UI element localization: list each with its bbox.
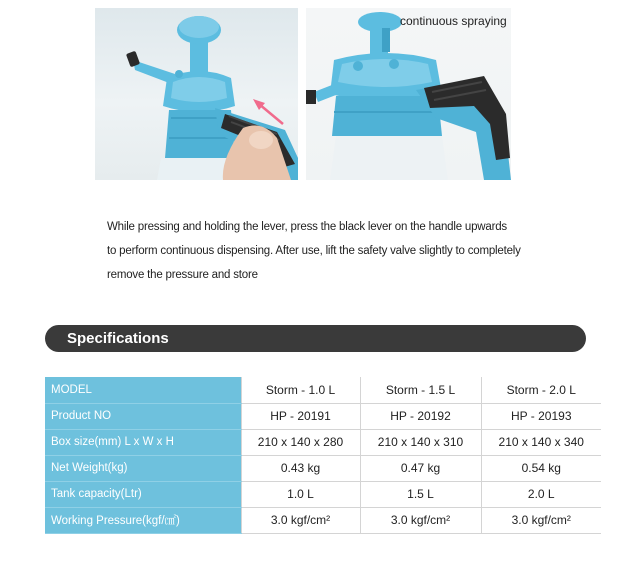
sprayer-press-illustration [95, 8, 298, 180]
cell-value: 0.54 kg [481, 455, 601, 481]
sprayer-continuous-spray-photo [306, 8, 511, 180]
cell-value: 210 x 140 x 340 [481, 429, 601, 455]
row-label: MODEL [45, 377, 241, 403]
specifications-table [45, 377, 601, 534]
photo-caption: continuous spraying [400, 14, 507, 28]
bottle-body [330, 136, 448, 180]
cell-value: 210 x 140 x 280 [241, 429, 360, 455]
row-label: Product NO [45, 403, 241, 429]
sprayer-continuous-illustration [306, 8, 511, 180]
table-row [45, 455, 601, 481]
row-label: Tank capacity(Ltr) [45, 481, 241, 507]
cell-value: Storm - 1.5 L [360, 377, 481, 403]
cell-value: 3.0 kgf/cm² [481, 507, 601, 533]
cell-value: 0.43 kg [241, 455, 360, 481]
row-label: Box size(mm) L x W x H [45, 429, 241, 455]
table-row [45, 481, 601, 507]
specifications-header [45, 325, 586, 352]
table-row [45, 429, 601, 455]
instruction-line: remove the pressure and store [107, 269, 258, 281]
cell-value: Storm - 1.0 L [241, 377, 360, 403]
cell-value: HP - 20191 [241, 403, 360, 429]
cell-value: 3.0 kgf/cm² [241, 507, 360, 533]
table-row [45, 403, 601, 429]
instruction-line: While pressing and holding the lever, press the black lever on the handle upwards [107, 221, 507, 233]
row-label: Working Pressure(kgf/㎠) [45, 507, 241, 533]
table-row [45, 377, 601, 403]
instruction-line: to perform continuous dispensing. After use, lift the safety valve slightly to completely [107, 245, 521, 257]
cell-value: HP - 20192 [360, 403, 481, 429]
cell-value: 0.47 kg [360, 455, 481, 481]
specifications-title: Specifications [67, 330, 169, 347]
sprayer-handle-press-photo [95, 8, 298, 180]
cell-value: 210 x 140 x 310 [360, 429, 481, 455]
cell-value: 1.0 L [241, 481, 360, 507]
cell-value: 2.0 L [481, 481, 601, 507]
instruction-text [107, 215, 577, 287]
row-label: Net Weight(kg) [45, 455, 241, 481]
cell-value: 1.5 L [360, 481, 481, 507]
nozzle-tip [306, 90, 316, 104]
cell-value: 3.0 kgf/cm² [360, 507, 481, 533]
table-row [45, 507, 601, 533]
cell-value: Storm - 2.0 L [481, 377, 601, 403]
arrow-line [259, 104, 283, 124]
cell-value: HP - 20193 [481, 403, 601, 429]
